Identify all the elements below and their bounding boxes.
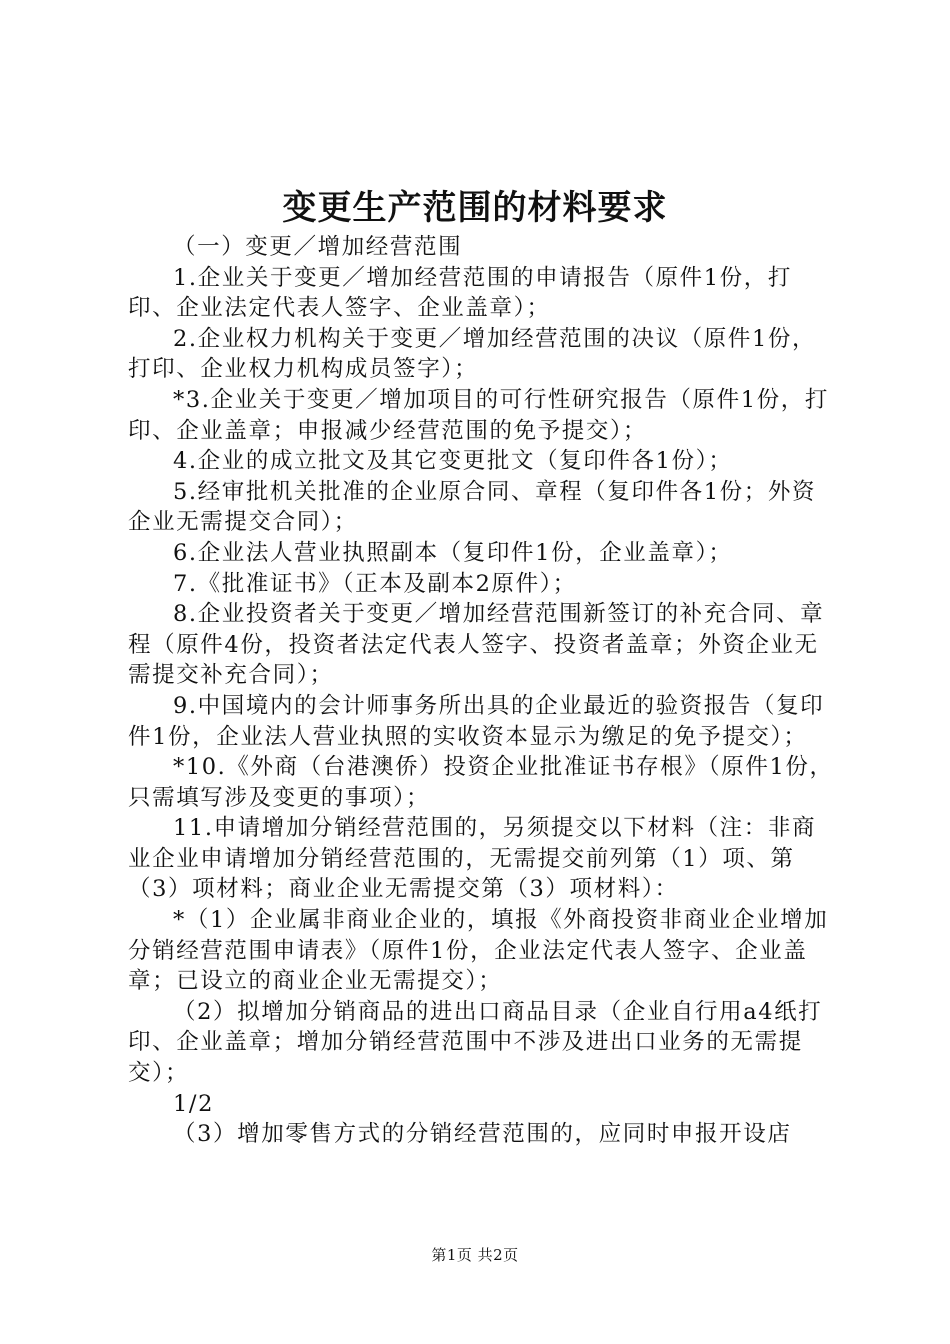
section-heading: （一）变更／增加经营范围 (173, 234, 463, 260)
paragraph-item-7: 7.《批准证书》（正本及副本2原件）； (173, 570, 577, 597)
paragraph-subitem-2: （2）拟增加分销商品的进出口商品目录（企业自行用a4纸打印、企业盖章；增加分销经营范围中不涉及进出口业务的无需提交）； (128, 998, 823, 1087)
paragraph-item-10: *10.《外商（台港澳侨）投资企业批准证书存根》（原件1份，只需填写涉及变更的事项）； (128, 754, 834, 811)
paragraph-item-5: 5.经审批机关批准的企业原合同、章程（复印件各1份；外资企业无需提交合同）； (128, 478, 817, 536)
paragraph-item-11: 11.申请增加分销经营范围的，另须提交以下材料（注：非商业企业申请增加分销经营范围的，无需提交前列第（1）项、第（3）项材料；商业企业无需提交第（3）项材料）： (128, 815, 817, 903)
paragraph-item-6: 6.企业法人营业执照副本（复印件1份，企业盖章）； (173, 539, 733, 566)
paragraph-subitem-3: （3）增加零售方式的分销经营范围的，应同时申报开设店 (173, 1121, 792, 1148)
paragraph-item-2: 2.企业权力机构关于变更／增加经营范围的决议（原件1份，打印、企业权力机构成员签字）； (128, 325, 817, 383)
inline-page-marker: 1/2 (173, 1090, 215, 1117)
paragraph-item-1: 1.企业关于变更／增加经营范围的申请报告（原件1份，打印、企业法定代表人签字、企业盖章）； (128, 264, 792, 322)
paragraph-subitem-1: *（1）企业属非商业企业的，填报《外商投资非商业企业增加分销经营范围申请表》（原件1份，企业法定代表人签字、企业盖章；已设立的商业企业无需提交）； (128, 907, 829, 995)
paragraph-item-4: 4.企业的成立批文及其它变更批文（复印件各1份）； (173, 448, 733, 475)
page-footer: 第1页 共2页 (431, 1246, 519, 1264)
document-body (128, 232, 836, 1150)
paragraph-item-8: 8.企业投资者关于变更／增加经营范围新签订的补充合同、章程（原件4份，投资者法定代表人签字、投资者盖章；外资企业无需提交补充合同）； (128, 601, 825, 689)
paragraph-item-9: 9.中国境内的会计师事务所出具的企业最近的验资报告（复印件1份，企业法人营业执照的实收资本显示为缴足的免予提交）； (128, 692, 825, 750)
document-title: 变更生产范围的材料要求 (282, 188, 668, 228)
paragraph-item-3: *3.企业关于变更／增加项目的可行性研究报告（原件1份，打印、企业盖章；申报减少经营范围的免予提交）； (128, 386, 829, 444)
